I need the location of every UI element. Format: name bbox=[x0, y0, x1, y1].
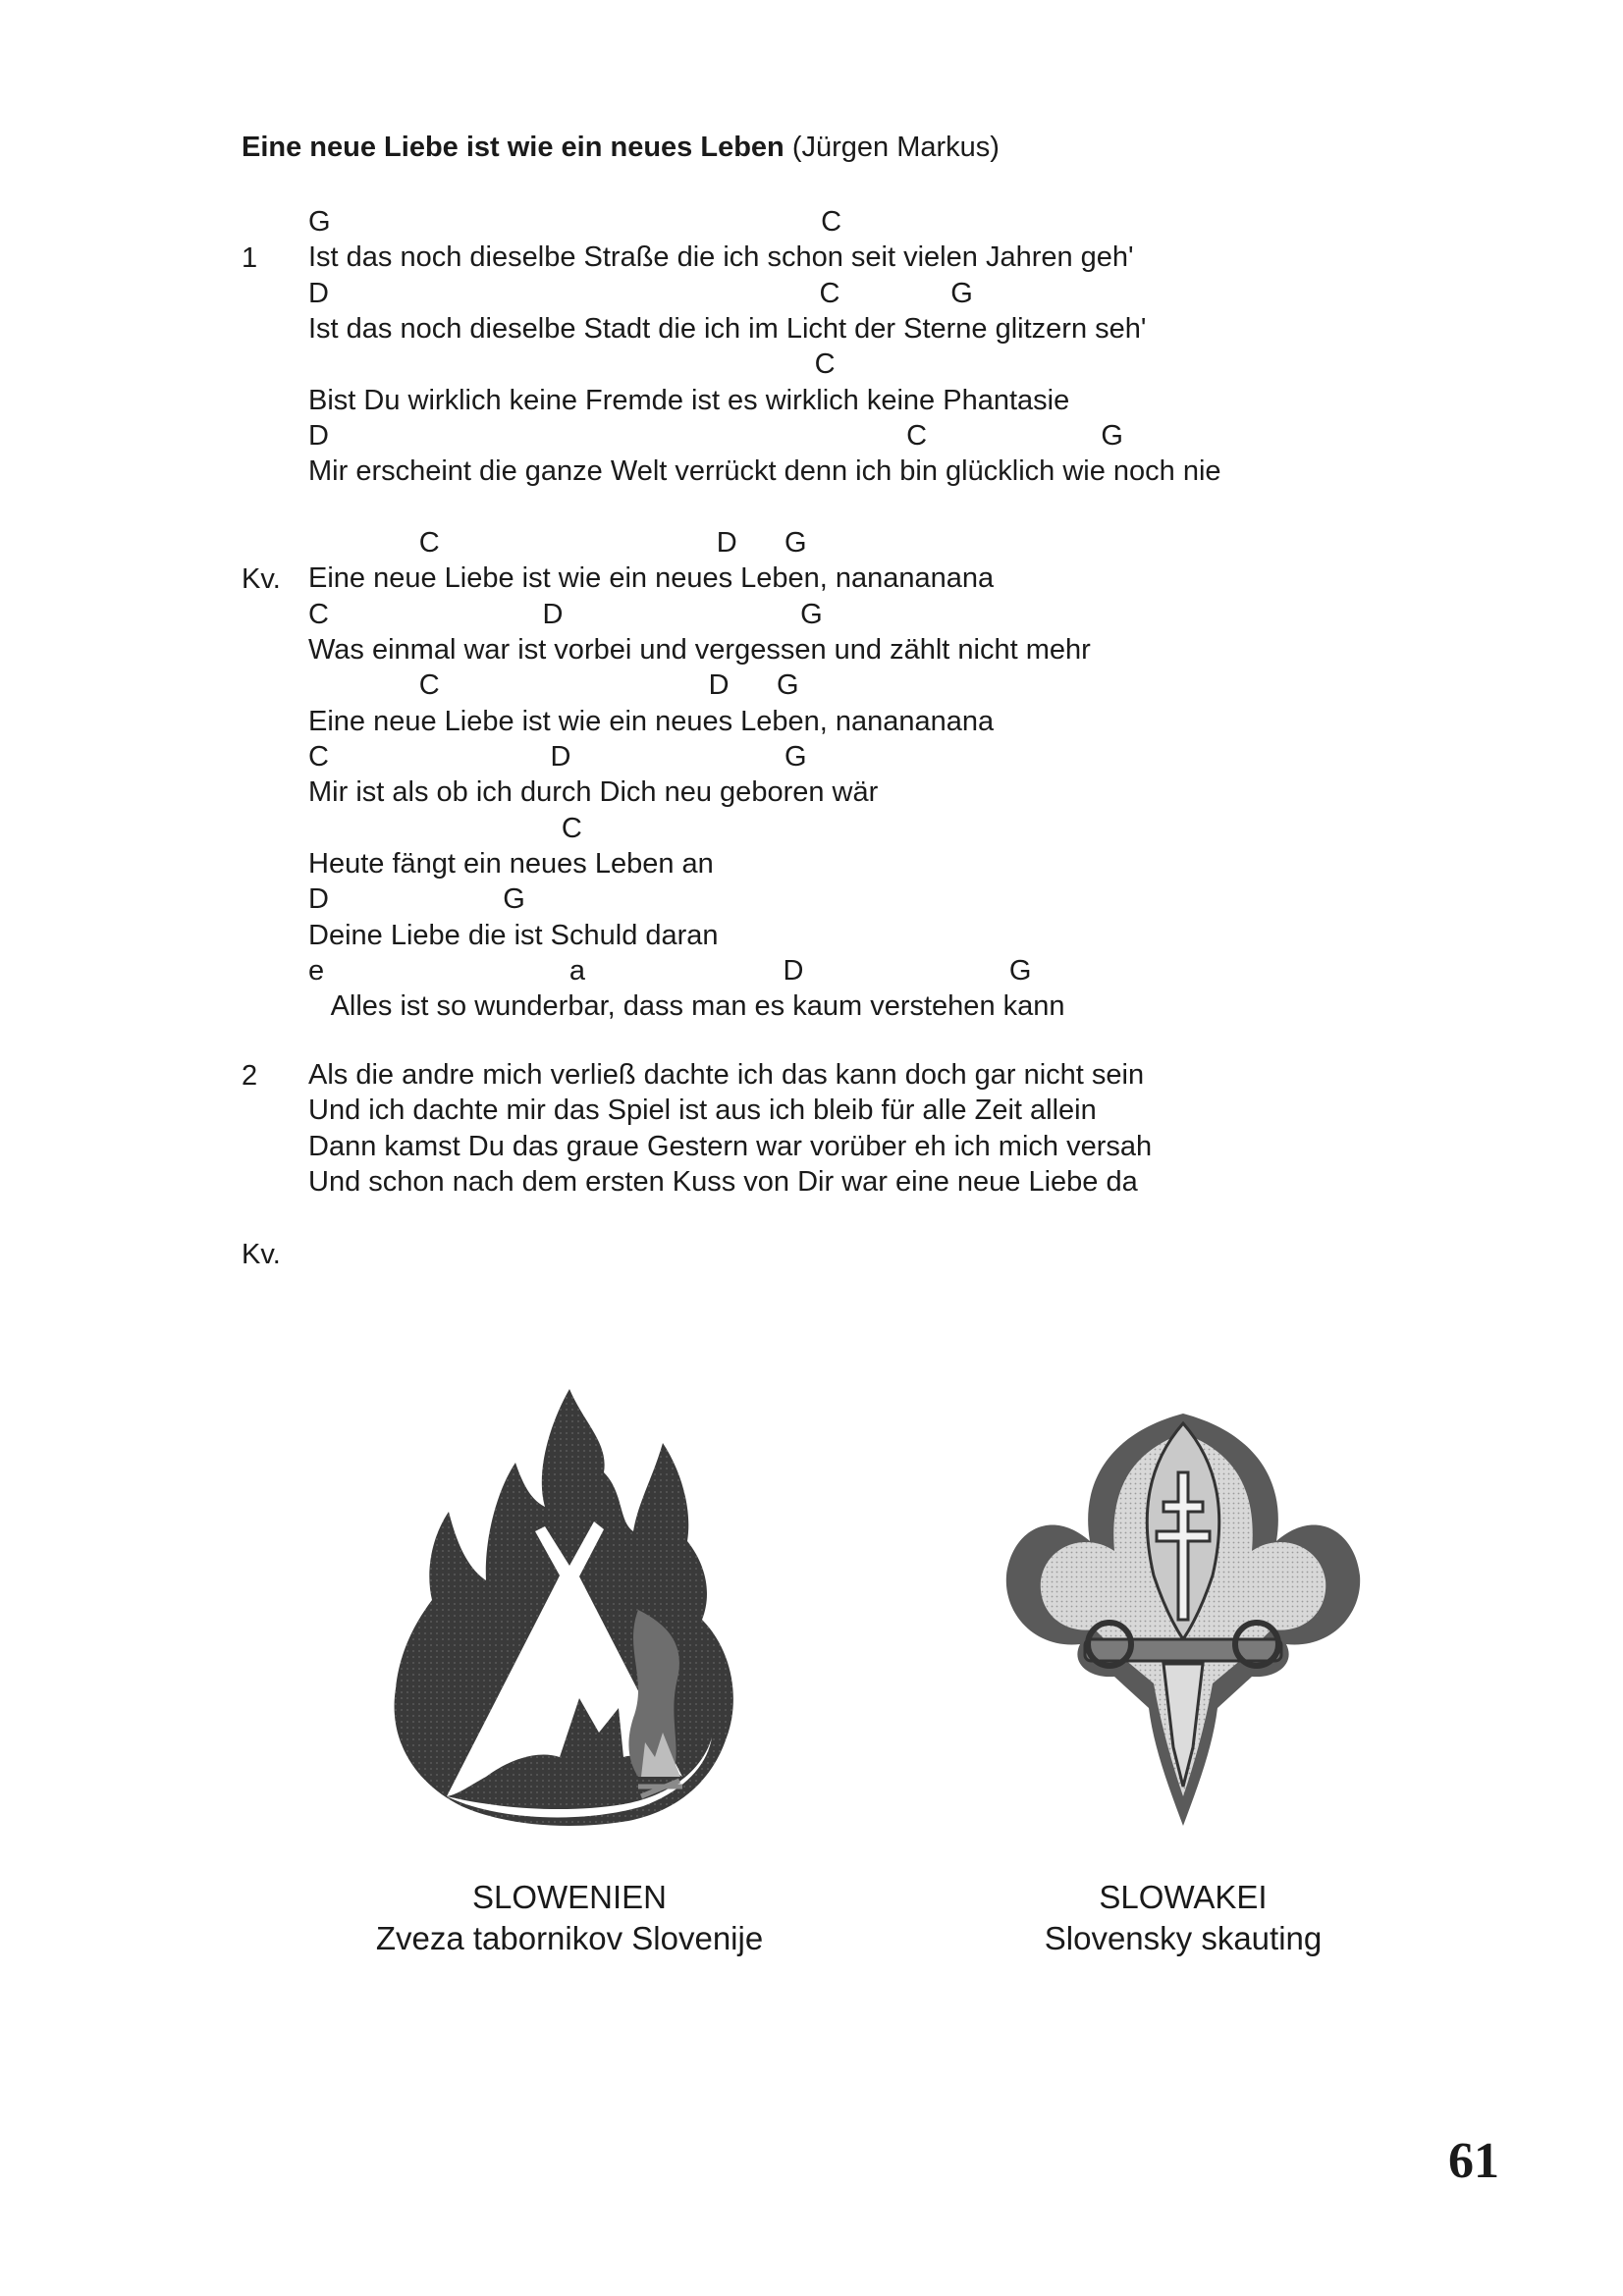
chord-line: e a D G bbox=[308, 955, 1032, 987]
lyric-line: Heute fängt ein neues Leben an bbox=[308, 848, 714, 880]
lyric-line: Und schon nach dem ersten Kuss von Dir war eine neue Liebe da bbox=[308, 1166, 1138, 1198]
lyric-line: Mir erscheint die ganze Welt verrückt denn ich bin glücklich wie noch nie bbox=[308, 455, 1221, 487]
lyric-line: Deine Liebe die ist Schuld daran bbox=[308, 920, 719, 951]
chord-line: D G bbox=[308, 883, 525, 915]
emblem-caption-slovakia bbox=[977, 1877, 1389, 1959]
lyric-line: Ist das noch dieselbe Stadt die ich im Licht der Sterne glitzern seh' bbox=[308, 313, 1147, 345]
chorus-label: Kv. bbox=[242, 563, 281, 595]
lyric-line: Was einmal war ist vorbei und vergessen und zählt nicht mehr bbox=[308, 634, 1091, 666]
song-title-name: Eine neue Liebe ist wie ein neues Leben bbox=[242, 132, 784, 163]
chord-line: G C bbox=[308, 206, 842, 238]
slovenia-campfire-tent-emblem-icon bbox=[388, 1384, 751, 1831]
lyric-line: Eine neue Liebe ist wie ein neues Leben, nanananana bbox=[308, 562, 995, 594]
song-author: (Jürgen Markus) bbox=[784, 132, 1000, 163]
verse-2-number: 2 bbox=[242, 1060, 258, 1092]
caption-country: SLOWAKEI bbox=[1099, 1879, 1268, 1915]
chord-line: C D G bbox=[308, 527, 807, 559]
chord-line: C D G bbox=[308, 741, 807, 773]
lyric-line: Ist das noch dieselbe Straße die ich schon seit vielen Jahren geh' bbox=[308, 241, 1134, 273]
lyric-line: Und ich dachte mir das Spiel ist aus ich bleib für alle Zeit allein bbox=[308, 1095, 1097, 1126]
slovakia-fleur-de-lis-emblem-icon bbox=[992, 1394, 1375, 1836]
lyric-line: Bist Du wirklich keine Fremde ist es wirklich keine Phantasie bbox=[308, 385, 1070, 416]
chord-line: C D G bbox=[308, 669, 799, 701]
lyric-line: Alles ist so wunderbar, dass man es kaum verstehen kann bbox=[308, 990, 1065, 1022]
caption-organization: Slovensky skauting bbox=[1044, 1920, 1323, 1956]
verse-1-number: 1 bbox=[242, 242, 258, 274]
lyric-line: Dann kamst Du das graue Gestern war vorüber eh ich mich versah bbox=[308, 1131, 1153, 1162]
caption-country: SLOWENIEN bbox=[471, 1879, 668, 1915]
lyric-line: Mir ist als ob ich durch Dich neu geboren wär bbox=[308, 776, 879, 808]
chord-line: C D G bbox=[308, 599, 823, 630]
chord-line: D C G bbox=[308, 420, 1123, 452]
chorus-repeat-label: Kv. bbox=[242, 1239, 281, 1270]
lyric-line: Eine neue Liebe ist wie ein neues Leben, nanananana bbox=[308, 706, 995, 737]
chord-line: C bbox=[308, 348, 836, 380]
caption-organization: Zveza tabornikov Slovenije bbox=[375, 1920, 764, 1956]
song-title bbox=[242, 132, 1000, 164]
chord-line: D C G bbox=[308, 278, 973, 309]
page-number: 61 bbox=[1448, 2133, 1499, 2189]
lyric-line: Als die andre mich verließ dachte ich das kann doch gar nicht sein bbox=[308, 1059, 1145, 1091]
chord-line: C bbox=[308, 813, 582, 844]
emblem-caption-slovenia bbox=[363, 1877, 776, 1959]
